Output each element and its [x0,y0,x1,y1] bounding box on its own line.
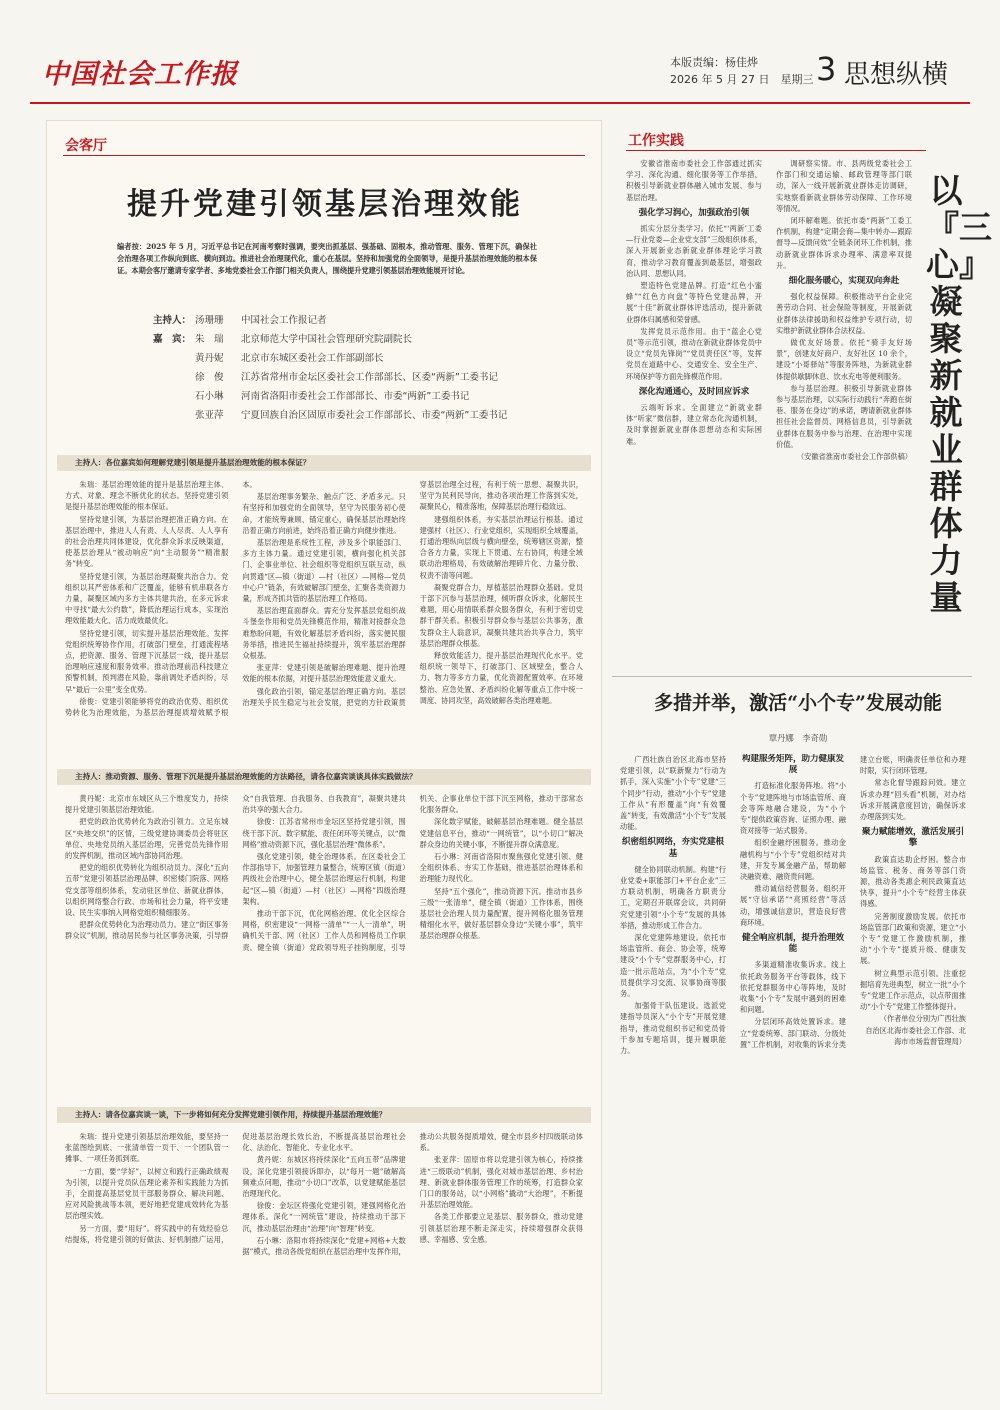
participant-row [147,330,567,349]
byline-credit: （安徽省淮南市委社会工作部供稿） [796,452,912,462]
body-paragraph: 安徽省淮南市委社会工作部通过抓实学习、深化沟通、细化服务等工作举措，积极引导新就业群体融入城市发展、参与基层治理。 [626,159,762,202]
body-paragraph: 张亚萍：党建引领是破解治理难题、提升治理效能的根本依据，对提升基层治理效能意义重大。 [242,663,406,684]
subheading: 深化沟通通心，及时回应诉求 [638,386,750,397]
work-practice-vertical-title: 以『三心』凝聚新就业群体力量 [926,171,992,617]
body-paragraph: 石小琳：河南省洛阳市聚焦强化党建引领、健全组织体系、夯实工作基础，推进基层治理体系和治理能力现代化。 [419,852,583,884]
article2-author: 覃丹娜 李奇勋 [768,733,828,743]
body-paragraph: 强化权益保障。积极推动平台企业完善劳动合同、社会保险等制度，开展新就业群体法律援助和权益维护专项行动，切实维护新就业群体合法权益。 [776,292,912,335]
article-title: 提升党建引领基层治理效能 [127,187,523,222]
body-paragraph: 完善制度激励发展。依托市场监管部门政策和资源，建立“小个专”党建工作激励机制，推动“小个专”提质升级、健康发展。 [860,911,966,966]
body-paragraph: 推动干部下沉，优化网格治理。优化全区综合网格，织密建设“一网格一清单”“一人一清单”，明确机关干部、网（社区）工作人员和网格员工作职责。健全镇（街道）党政领导班子挂钩制度，引导机关、企事业单位干部下沉至网格，推动干部常态化服务群众。 [242,794,583,952]
body-paragraph: 徐俊：党建引领能够将党的政治优势、组织优势转化为治理效能，为基层治理提质增效赋予根本。 [65,480,257,718]
body-paragraph: 朱瑞：提升党建引领基层治理效能，要坚持一张蓝图绘到底、一张清单管一页干、一个团队管一摊事、一项任务抓到底。 [65,1132,229,1164]
section-divider [612,676,972,677]
work-practice-tag: 工作实践 [628,133,684,149]
participant-title: 宁夏回族自治区固原市委社会工作部部长、市委“两新”工委书记 [241,410,508,421]
page-number: 3 [816,50,837,88]
participant-title: 江苏省常州市金坛区委社会工作部部长、区委“两新”工委书记 [241,372,498,383]
participant-name: 汤珊珊 [195,315,224,326]
body-paragraph: 加强骨干队伍建设。选派党建指导员深入“小个专”开展党建指导，推动党组织书记和党员骨干参加专题培训，提升履职能力。 [620,1001,726,1056]
work-practice-body [626,158,912,658]
body-paragraph: 释放效能活力，提升基层治理现代化水平。党组织统一领导下，打破部门、区域壁垒，整合人力、物力等多方力量，优化资源配置效率。在环境整治、应急处置、矛盾纠纷化解等重点工作中统一调度、协同攻坚，高效破解各类治理难题。 [419,651,583,705]
answers-block-3 [65,1131,583,1387]
participant-row [147,311,567,330]
work-practice-rule [626,150,926,151]
body-paragraph: 凝聚党群合力，厚植基层治理群众基础。党员干部下沉参与基层治理，倾听群众诉求，化解民生难题，用心用情联系群众服务群众，有利于密切党群干群关系。积极引导群众参与基层公共事务，激发群众主人翁意识，凝聚共建共治共享合力，筑牢基层治理群众根基。 [419,582,583,648]
issue-weekday: 星期三 [780,73,814,86]
host-question-1: 主持人：各位嘉宾如何理解党建引领是提升基层治理效能的根本保证？ [57,455,591,471]
body-paragraph: 健全协同联动机制。构建“行业党委+职能部门+平台企业”三方联动机制，明确各方职责分工，定期召开联席会议，共同研究党建引领“小个专”发展的具体举措，推动形成工作合力。 [620,864,726,930]
body-paragraph: 基层治理事务繁杂、触点广泛、矛盾多元。只有坚持和加强党的全面领导，坚守为民服务初心使命，才能统筹兼顾、锚定重心，确保基层治理始终沿着正确方向前进，始终沿着正确方向健步推进。 [242,492,406,535]
participant-row [147,368,567,387]
participant-title: 中国社会工作报记者 [241,315,327,326]
body-paragraph: 塑造特色党建品牌。打造“红色小蜜蜂”“红色方向盘”等特色党建品牌，开展“十佳”新就业群体评选活动，提升新就业群体归属感和荣誉感。 [626,281,762,324]
article2-body [620,754,966,1374]
body-paragraph: 基层治理是系统性工程，涉及多个职能部门、多方主体力量。通过党建引领，横向强化机关部门、企事业单位、社会组织等党组织互联互动，纵向贯通“区—镇（街道）—村（社区）—网格—党员中心户”链条，有效破解部门壁垒，汇聚各类资源力量，形成齐抓共管的基层治理工作格局。 [242,538,406,604]
participant-name: 徐 俊 [195,372,224,383]
participant-role [147,368,195,387]
body-paragraph: 政策直达助企纾困。整合市场监管、税务、商务等部门资源，推动各类惠企利民政策直达快享，提升“小个专”经营主体获得感。 [860,854,966,909]
body-paragraph: 闭环解难题。依托市委“两新”工委工作机制，构建“定期会商—集中转办—跟踪督导—反馈问效”全链条闭环工作机制，推动新就业群体诉求办理率、满意率双提升。 [776,216,912,270]
participant-role: 主持人： [152,315,191,326]
body-paragraph: 深化党建阵地建设。依托市场监管所、商会、协会等，统筹建设“小个专”党群服务中心，打造一批示范站点，为“小个专”党员提供学习交流、议事协商等服务。 [620,933,726,999]
participant-name: 石小琳 [195,391,224,402]
newspaper-logo: 中国社会工作报 [42,59,238,90]
guest-room-panel [46,120,602,1394]
subheading: 健全响应机制，提升治理效能 [741,933,844,955]
host-question-3: 主持人：请各位嘉宾谈一谈，下一步将如何充分发挥党建引领作用，持续提升基层治理效能？ [57,1107,591,1123]
body-paragraph: 参与基层治理。积极引导新就业群体参与基层治理，以实际行动践行“奔跑在街巷、服务在身边”的承诺，聘请新就业群体担任社会监督员、网格信息员，引导新就业群体在服务中参与治理、在治理中实现价值。 [776,383,912,449]
body-paragraph: 调研察实情。市、县两级党委社会工作部门和交通运输、邮政管理等部门联动，深入一线开展新就业群体走访调研，实地察看新就业群体劳动保障、工作环境等情况。 [776,159,912,213]
body-paragraph: 云端听诉求。全面建立“新就业群体“听家”微信群，建立常态化沟通机制，及时掌握新就业群体思想动态和实际困难。 [626,403,762,446]
participant-title: 北京师范大学中国社会管理研究院副院长 [241,334,413,345]
body-paragraph: 发挥党员示范作用。由于“蓝企心党员”等示范引领，推动在新就业群体党员中设立“党员先锋岗”“党员责任区”等，发挥党员在道路中心、交通安全、安全生产、环境保护等方面先锋模范作用。 [626,326,762,381]
participant-name: 张亚萍 [195,410,224,421]
participant-role [147,349,195,368]
body-paragraph: 强化党建引领，健全治理体系。在区委社会工作部指导下，加强管理力量整合，统筹区镇（街道）两级社会治理中心，健全基层治理运行机制，构建起“区—镇（街道）—村（社区）—网格”四级治理架构。 [242,852,406,906]
subheading: 构建服务矩阵，助力健康发展 [741,754,844,776]
participant-title: 河南省洛阳市委社会工作部部长、市委“两新”工委书记 [241,391,470,402]
participant-title: 北京市东城区委社会工作部副部长 [241,353,384,364]
answers-block-1 [65,479,583,757]
section-name: 思想纵横 [844,60,949,90]
body-paragraph: 强化政治引领，锚定基层治理正确方向。基层治理关乎民生稳定与社会发展，把党的方针政策贯穿基层治理全过程，有利于统一思想、凝聚共识，坚守为民利民导向，推动各项治理工作落到实处，凝聚民心，精准落地，保障基层治理行稳致远。 [242,480,583,707]
participant-row [147,406,567,425]
issue-date-line [670,71,813,88]
body-paragraph: 把党的政治优势转化为政治引领力。立足东城区“央地交织”的区情，三级党建协调委员会将驻区单位、央地党员纳入基层治理，完善党员先锋作用的发挥机制，推动区域内部协同治理。 [65,817,229,861]
body-paragraph: 推动诚信经营服务。组织开展“守信承诺”“亮照经营”等活动，增强诚信意识，营造良好营商环境。 [740,884,846,927]
body-paragraph: 坚持党建引领，为基层治理把准正确方向。在基层治理中，推进人人有责、人人尽责、人人享有的社会治理共同体建设，优化群众诉求反映渠道，使基层治理从“被动响应”向“主动服务”“精准服务”转变。 [65,514,229,569]
body-paragraph: 把党的组织优势转化为组织动员力。深化“五向五带”党建引领基层治理品牌，织密楼门院落、网格党支部等组织体系，发动驻区单位、新就业群体，以组织网络整合行政、市场和社会力量，将平安建设、民生实事纳入网格党组织精细服务。 [65,863,229,918]
host-question-2: 主持人：推动资源、服务、管理下沉是提升基层治理效能的方法路径，请各位嘉宾谈谈具体实践做法？ [57,769,591,785]
column-tag-rule [63,155,585,156]
column-tag: 会客厅 [65,138,107,154]
subheading: 聚力赋能增效，激活发展引擎 [861,827,964,849]
body-paragraph: 徐俊：江苏省常州市金坛区坚持党建引领，围绕干部下沉、数字赋能、责任闭环等关键点，以“微网格”推动资源下沉，强化基层治理“微体系”。 [242,817,406,849]
participant-row [147,387,567,406]
body-paragraph: 打造标准化服务阵地。将“小个专”党建阵地与市场监管所、商会等阵地融合建设，为“小个专”提供政策咨询、证照办理、融资对接等一站式服务。 [740,781,846,836]
body-paragraph: 另一方面，要“用好”。将实践中的有效经验总结提炼，将党建引领的好做法、好机制推广运用，促进基层治理长效长治，不断提高基层治理社会化、法治化、智能化、专业化水平。 [65,1132,406,1244]
body-paragraph: 分层闭环高效处置诉求。建立“党委统筹、部门联动、分级处置”工作机制，对收集的诉求分类建立台账，明确责任单位和办理时限，实行闭环管理。 [740,755,966,1049]
participant-name: 朱 瑞 [195,334,224,345]
participant-name: 黄丹妮 [195,353,224,364]
subheading: 织密组织网络，夯实党建根基 [621,837,724,859]
body-paragraph: 各类工作都要立足基层、服务群众，推动党建引领基层治理不断走深走实，持续增强群众获得感、幸福感、安全感。 [419,1212,583,1244]
subheading: 强化学习润心，加强政治引领 [638,207,750,218]
subheading: 细化服务暖心，实现双向奔赴 [788,276,900,287]
body-paragraph: 基层治理直面群众。需充分发挥基层党组织战斗堡垒作用和党员先锋模范作用，精准对接群众急难愁盼问题，有效化解基层矛盾纠纷，落实便民服务举措，推进民生福祉持续提升，筑牢基层治理群众根基。 [242,606,406,661]
body-paragraph: 徐俊：金坛区将强化党建引领，建强网格化治理体系。深化“一网统管”建设，持续推动干部下沉，推动基层治理由“治理”向“智理”转变。 [242,1201,406,1233]
body-paragraph: 坚持党建引领，为基层治理凝聚共治合力。党组织以其严密体系和广泛覆盖，能够有机串联各方力量，凝聚区域内多方主体共建共治，在多元诉求中寻找“最大公约数”，降低治理运行成本，实现治理效能最大化、活力成效最优化。 [65,571,229,626]
body-paragraph: 坚持党建引领，切实提升基层治理效能。发挥党组织统筹协作作用，打破部门壁垒，打通流程堵点，把资源、服务、管理下沉基层一线，提升基层治理响应速度和服务效率。推动治理前沿科技建立预警机制，预判潜在风险，靠前调处矛盾纠纷，尽早“最后一公里”变全优势。 [65,628,229,694]
body-paragraph: 坚持“五个强化”，推动资源下沉。推动市县乡三级“一张清单”，健全镇（街道）工作体系，围绕基层社会治理人员力量配置，提升网格化服务管理精细化水平，做好基层群众身边“关键小事”，筑牢基层治理群众根基。 [419,886,583,941]
participant-list [147,311,567,425]
byline-credit: （作者单位分别为广西壮族自治区北海市委社会工作部、北海市市场监督管理局） [865,1014,966,1046]
answers-block-2 [65,793,583,1093]
body-paragraph: 黄丹妮：东城区将持续深化“五向五带”品牌建设，深化党建引领接诉即办，以“每月一题”破解高频难点问题，推动“小切口”改革，以党建赋能基层治理现代化。 [242,1155,406,1199]
issue-date: 2026 年 5 月 27 日 [670,73,770,86]
body-paragraph: 黄丹妮：北京市东城区从三个维度发力，持续提升党建引领基层治理效能。 [65,794,229,815]
participant-role: 嘉 宾： [152,334,191,345]
body-paragraph: 做优友好场景。依托“骑手友好场景”，创建友好商户、友好社区 10 余个，建设“小哥驿站”等服务阵地，为新就业群体提供歇脚休息、饮水充电等便利服务。 [776,338,912,381]
issue-info [670,54,813,88]
masthead [30,46,970,104]
body-paragraph: 多渠道精准收集诉求。线上依托政务服务平台等载体，线下依托党群服务中心等阵地，及时收集“小个专”发展中遇到的困难和问题。 [740,960,846,1015]
body-paragraph: 建强组织体系，夯实基层治理运行根基。通过建强村（社区）、行业党组织，实现组织全域覆盖，打通治理纵向层级与横向壁垒，统筹辖区资源，整合各方力量，实现上下贯通、左右协同，构建全域联动治理格局，有效破解治理碎片化、力量分散、权责不清等问题。 [419,514,583,580]
page-editor: 本版责编：杨佳烨 [670,56,758,69]
participant-role [147,387,195,406]
body-paragraph: 常态化督导跟踪问效。建立诉求办理“回头看”机制，对办结诉求开展满意度回访，确保诉求办理落到实处。 [860,778,966,822]
body-paragraph: 广西壮族自治区北海市坚持党建引领，以“联新聚力”行动为抓手，深入实施“小个专”党建“三个同步”行动，推动“小个专”党建工作从“有形覆盖”向“有效覆盖”转变，有效激活“小个专”发展动能。 [620,755,726,832]
editor-note: 编者按：2025 年 5 月，习近平总书记在河南考察时强调，要突出抓基层、强基础、固根本，推动管理、服务、管理下沉，确保社会治理各项工作纵向到底、横向到边。推进社会治理现代化，重心在基层。坚持和加强党的全面领导，是提升基层治理效能的根本保证。本期会客厅邀请专家学者、多地党委社会工作部门相关负责人，围绕提升党建引领基层治理效能展开讨论。 [117,242,537,275]
body-paragraph: 石小琳：洛阳市将持续深化“党建+网格+大数据”模式，推动各级党组织在基层治理中发挥作用，推动公共服务提质增效，健全市县乡村四级联动体系。 [242,1132,583,1257]
participant-row [147,349,567,368]
body-paragraph: 一方面，要“学好”，以树立和践行正确政绩观为引领，以提升党员队伍理论素养和实践能力为抓手，全面提高基层党员干部服务群众、解决问题、应对风险挑战等本领，更好地把党建成效转化为基层治理实效。 [65,1166,229,1221]
body-paragraph: 把群众优势转化为治理动员力。建立“街区事务群众议”机制，推动居民参与社区事务决策，引导群众“自我管理、自我服务、自我教育”，凝聚共建共治共享的强大合力。 [65,794,406,941]
body-paragraph: 抓实分层分类学习。依托“‘两新’工委—行业党委—企业党支部”三级组织体系，深入开展新业态新就业群体理论学习教育，推动学习教育覆盖到最基层，增强政治认同、思想认同。 [626,224,762,278]
article2-title: 多措并举，激活“小个专”发展动能 [654,692,942,714]
body-paragraph: 张亚萍：固原市将以党建引领为核心，持续推进“三级联动”机制，强化对城市基层治理、乡村治理、新就业群体服务管理工作的统筹，打造群众家门口的服务站，以“小网格”撬动“大治理”，不断提升基层治理效能。 [419,1155,583,1210]
body-paragraph: 深化数字赋能，破解基层治理难题。健全基层党建信息平台，推动“一网统管”，以“小切口”解决群众身边的关键小事，不断提升群众满意度。 [419,817,583,849]
participant-role [147,406,195,425]
body-paragraph: 组织金融纾困服务。推动金融机构与“小个专”党组织结对共建，开发专属金融产品，帮助解决融资难、融资贵问题。 [740,838,846,882]
body-paragraph: 朱瑞：基层治理效能的提升是基层治理主体、方式、对象、理念不断优化的状态。坚持党建引领是提升基层治理效能的根本保证。 [65,480,229,512]
body-paragraph: 树立典型示范引领。注重挖掘培育先进典型，树立一批“小个专”党建工作示范点，以点带面推动“小个专”党建工作整体提升。 [860,968,966,1012]
